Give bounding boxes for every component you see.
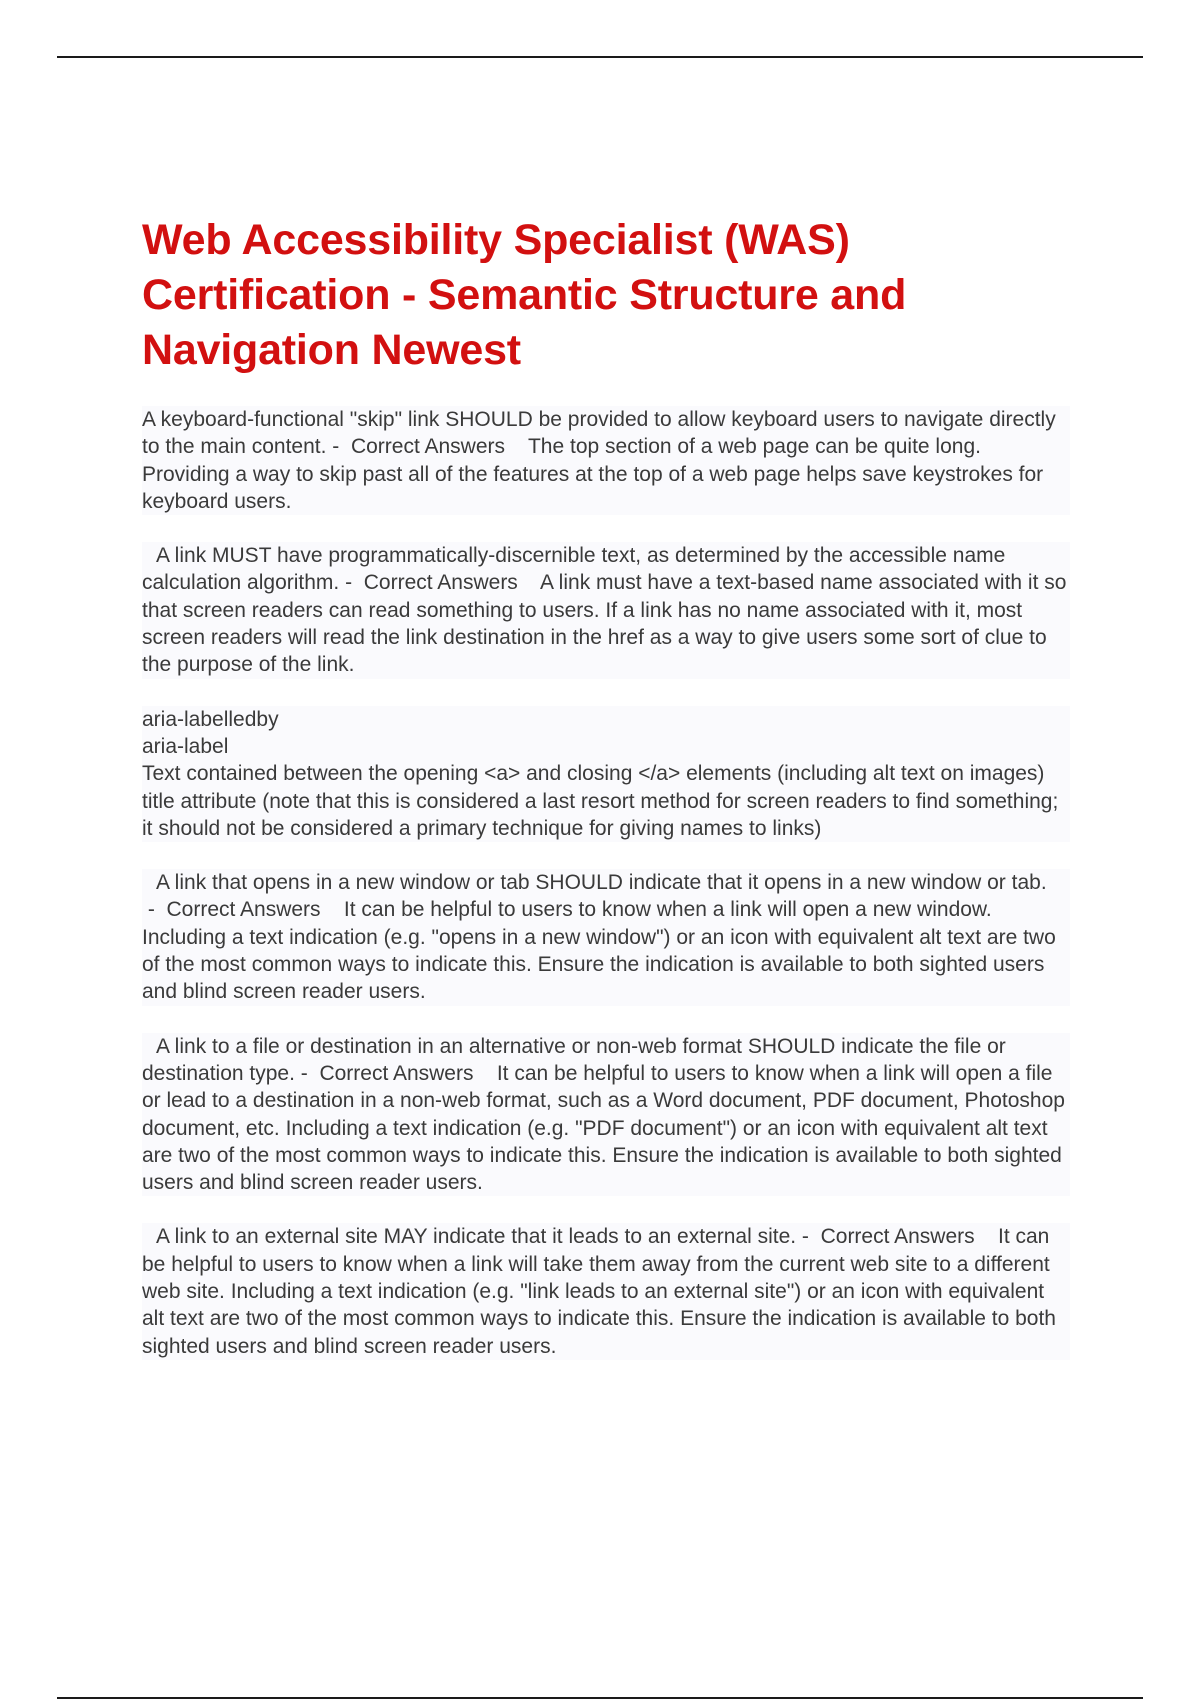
answer-prefix: Correct Answers <box>363 571 518 595</box>
qa-item: A link MUST have programmatically-discernible text, as determined by the accessible name calculation algorithm. - Correct Answers A link must have a text-based name associated with it so that screen readers can read something to users. If a link has no name associated with it, most screen readers will read the link destination in the href as a way to give users some sort of clue to the purpose of the link. <box>142 542 1070 678</box>
answer-text: It can be helpful to users to know when a link will open a file or lead to a destination in a non-web format, such as a Word document, PDF document, Photoshop document, etc. Including a text indication (e.g. "PDF document") or an icon with equivalent alt text are two of the most common ways to indicate this. Ensure the indication is available to both sighted users and blind screen reader users. <box>142 1061 1065 1195</box>
question-text: A link to a file or destination in an alternative or non-web format SHOULD indicate the file or destination type. <box>142 1034 1006 1085</box>
name-source-list <box>142 706 1070 842</box>
document-body <box>142 213 1070 1387</box>
question-text: A link to an external site MAY indicate that it leads to an external site. <box>156 1225 797 1249</box>
qa-item: A link to a file or destination in an alternative or non-web format SHOULD indicate the file or destination type. - Correct Answers It can be helpful to users to know when a link will open a file or lead to a destination in a non-web format, such as a Word document, PDF document, Photoshop document, etc. Including a text indication (e.g. "PDF document") or an icon with equivalent alt text are two of the most common ways to indicate this. Ensure the indication is available to both sighted users and blind screen reader users. <box>142 1033 1070 1197</box>
answer-prefix: Correct Answers <box>820 1225 975 1249</box>
answer-text: It can be helpful to users to know when a link will take them away from the current web site to a different web site. Including a text indication (e.g. "link leads to an external site") or an icon with equivalent alt text are two of the most common ways to indicate this. Ensure the indication is available to both sighted users and blind screen reader users. <box>142 1225 1056 1358</box>
qa-item: A link to an external site MAY indicate that it leads to an external site. - Correct Answers It can be helpful to users to know when a link will take them away from the current web site to a different web site. Including a text indication (e.g. "link leads to an external site") or an icon with equivalent alt text are two of the most common ways to indicate this. Ensure the indication is available to both sighted users and blind screen reader users. <box>142 1223 1070 1359</box>
qa-item: A link that opens in a new window or tab SHOULD indicate that it opens in a new window or tab. - Correct Answers It can be helpful to users to know when a link will open a new window. Including a text indication (e.g. "opens in a new window") or an icon with equivalent alt text are two of the most common ways to indicate this. Ensure the indication is available to both sighted users and blind screen reader users. <box>142 869 1070 1005</box>
bottom-rule <box>57 1697 1143 1699</box>
list-item: Text contained between the opening <a> and closing </a> elements (including alt text on images) <box>142 762 1045 786</box>
answer-prefix: Correct Answers <box>319 1061 474 1085</box>
list-item: title attribute (note that this is considered a last resort method for screen readers to find something; it should not be considered a primary technique for giving names to links) <box>142 789 1059 840</box>
answer-prefix: Correct Answers <box>350 435 505 459</box>
qa-item: A keyboard-functional "skip" link SHOULD be provided to allow keyboard users to navigate directly to the main content. - Correct Answers The top section of a web page can be quite long. Providing a way to skip past all of the features at the top of a web page helps save keystrokes for keyboard users. <box>142 406 1070 515</box>
top-rule <box>57 56 1143 58</box>
answer-text: A link must have a text-based name associated with it so that screen readers can read something to users. If a link has no name associated with it, most screen readers will read the link destination in the href as a way to give users some sort of clue to the purpose of the link. <box>142 571 1067 677</box>
question-text: A link that opens in a new window or tab SHOULD indicate that it opens in a new window or tab. <box>156 871 1047 895</box>
answer-text: It can be helpful to users to know when a link will open a new window. Including a text indication (e.g. "opens in a new window") or an icon with equivalent alt text are two of the most common ways to indicate this. Ensure the indication is available to both sighted users and blind screen reader users. <box>142 898 1056 1004</box>
question-text: A keyboard-functional "skip" link SHOULD be provided to allow keyboard users to navigate directly to the main content. <box>142 408 1056 459</box>
question-text: A link MUST have programmatically-discernible text, as determined by the accessible name calculation algorithm. <box>142 544 1006 595</box>
list-item: aria-labelledby <box>142 707 279 731</box>
answer-prefix: Correct Answers <box>166 898 321 922</box>
document-title: Web Accessibility Specialist (WAS) Certification - Semantic Structure and Navigation Newest <box>142 216 907 374</box>
list-item: aria-label <box>142 734 229 758</box>
answer-text: The top section of a web page can be quite long. Providing a way to skip past all of the features at the top of a web page helps save keystrokes for keyboard users. <box>142 435 1044 513</box>
